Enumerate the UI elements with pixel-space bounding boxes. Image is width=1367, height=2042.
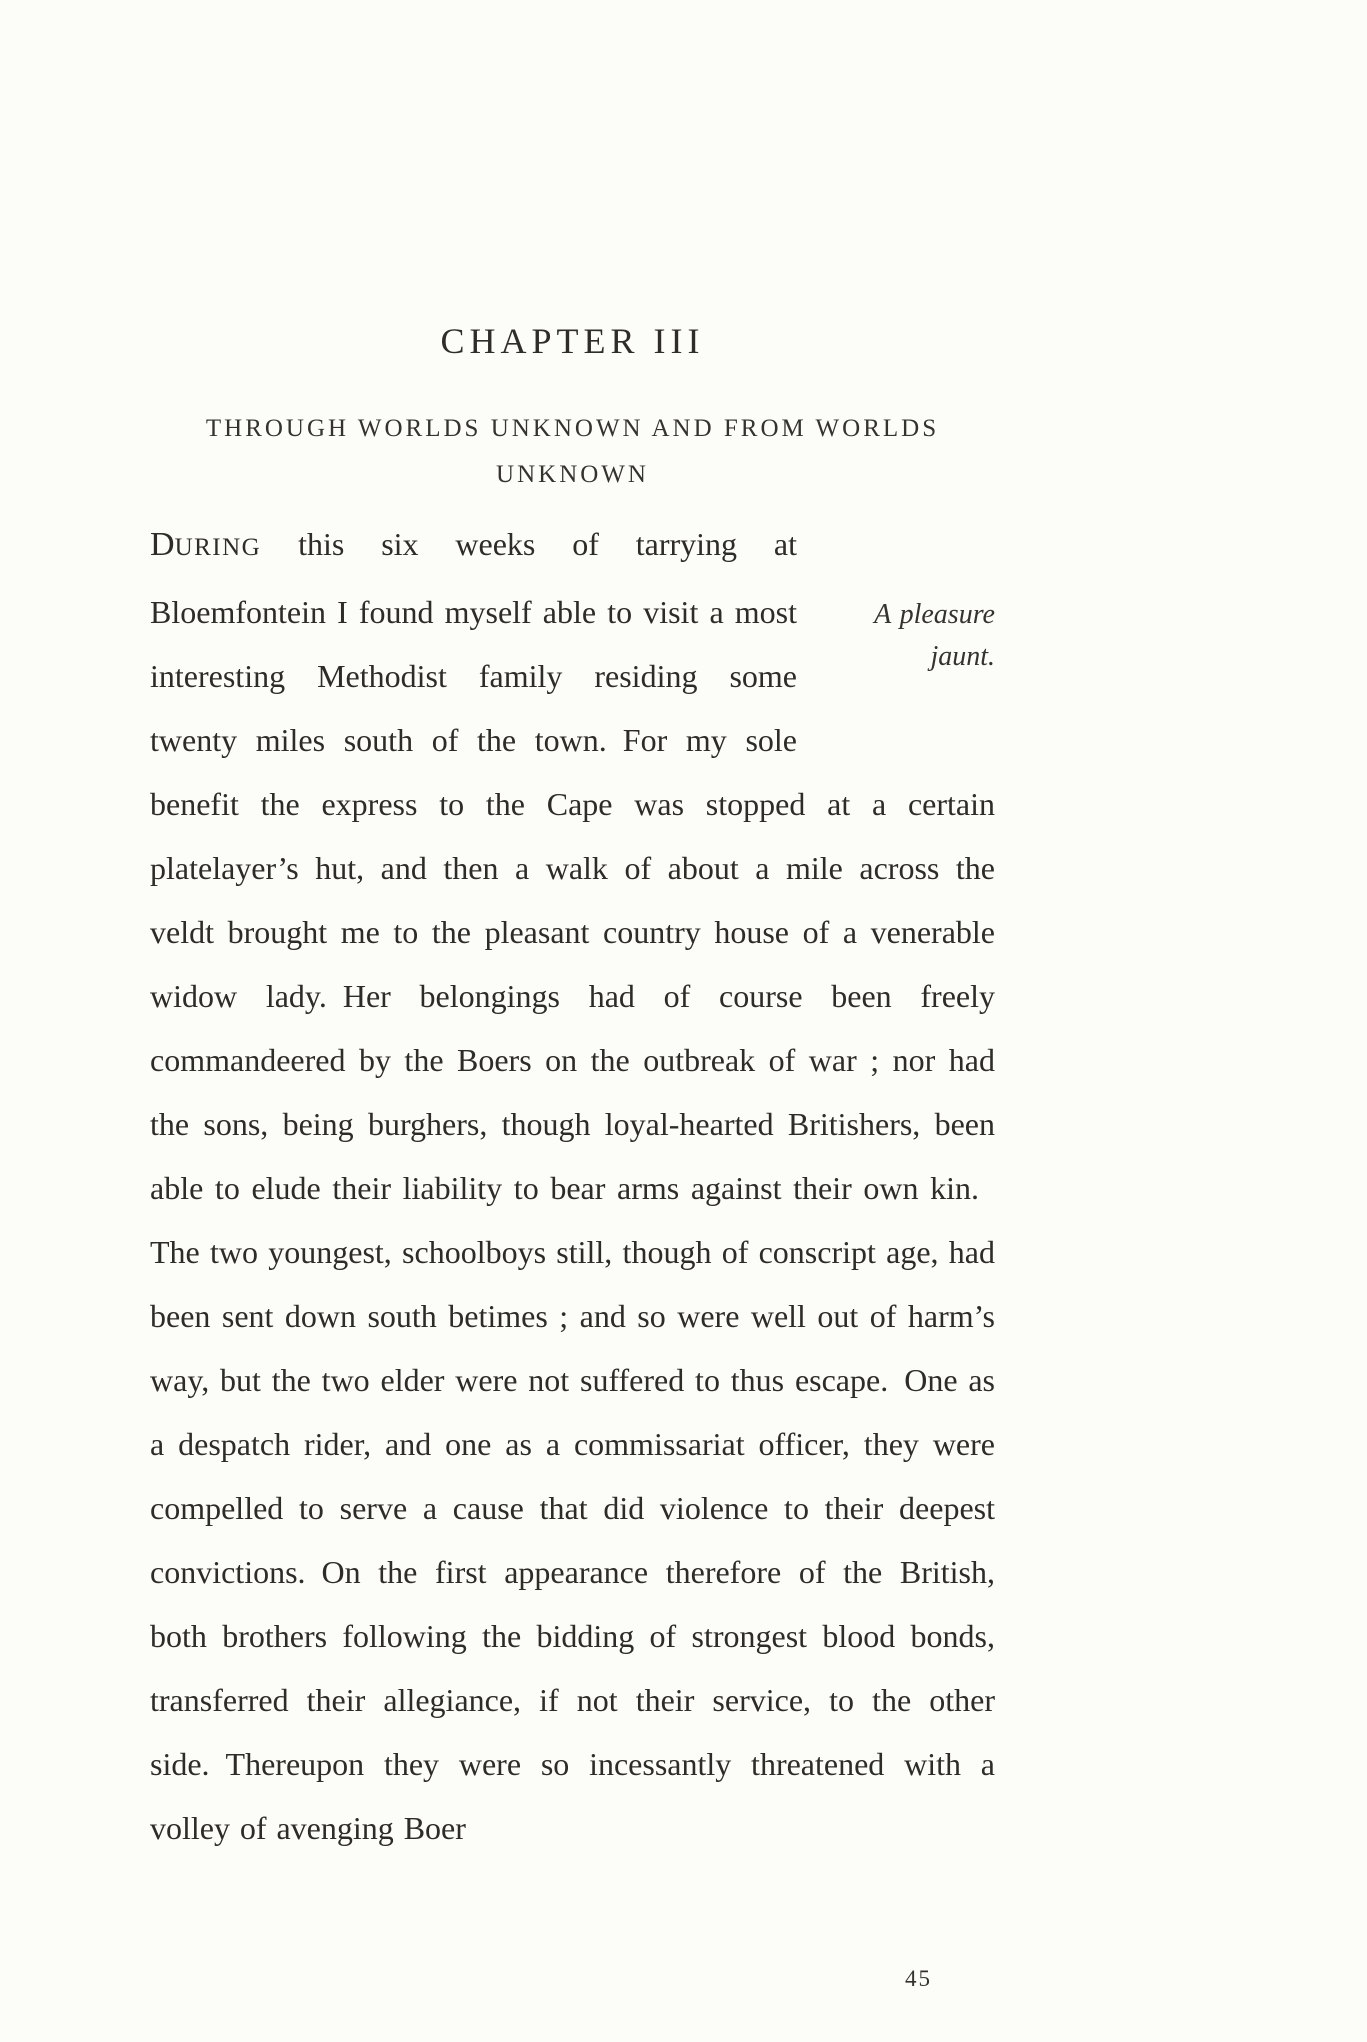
chapter-subtitle bbox=[120, 406, 1025, 498]
chapter-heading: CHAPTER III bbox=[440, 321, 705, 361]
body-paragraph bbox=[150, 512, 995, 1860]
chapter-subtitle-line1: THROUGH WORLDS UNKNOWN AND FROM WORLDS bbox=[205, 415, 940, 442]
margin-note: A pleasure jaunt. bbox=[874, 599, 995, 672]
paragraph-lead-capital: D bbox=[150, 526, 175, 563]
paragraph-small-caps: URING bbox=[174, 534, 262, 561]
chapter-subtitle-line2: UNKNOWN bbox=[496, 461, 649, 488]
body-text-block bbox=[150, 512, 995, 1860]
page-number: 45 bbox=[905, 1966, 932, 1991]
paragraph-text: this six weeks of tarrying at Bloemfontein I found myself able to visit a most interesting Methodist family residing some twenty miles south of the town. For my sole benefit the express to the Cape was stopped at a certain platelayer’s hut, and then a walk of about a mile across the veldt brought me to the pleasant country house of a venerable widow lady. Her belongings had of course been freely commandeered by the Boers on the outbreak of war ; nor had the sons, being burghers, though loyal-hearted Britishers, been able to elude their liability to bear arms against their own kin. The two youngest, schoolboys still, though of conscript age, had been sent down south betimes ; and so were well out of harm’s way, but the two elder were not suffered to thus escape. One as a despatch rider, and one as a commissariat officer, they were compelled to serve a cause that did violence to their deepest convictions. On the first appearance therefore of the British, both brothers following the bidding of strongest blood bonds, transferred their allegiance, if not their service, to the other side. Thereupon they were so incessantly threatened with a volley of avenging Boer bbox=[150, 526, 995, 1846]
